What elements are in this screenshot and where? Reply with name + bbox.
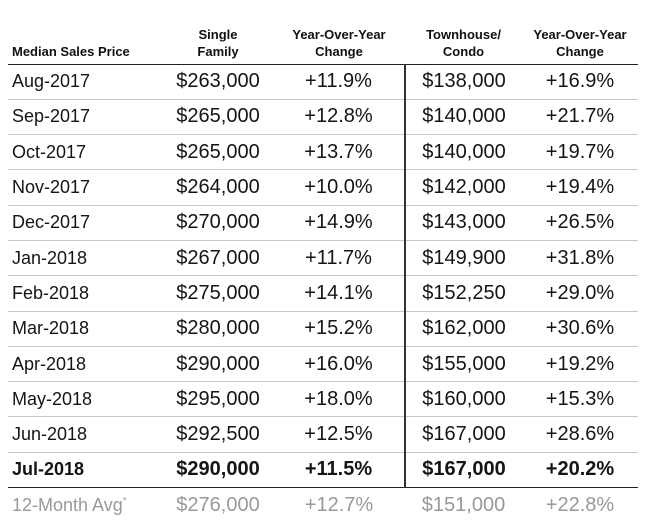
- single-family-change: +16.0%: [273, 346, 405, 381]
- townhouse-price: $140,000: [405, 135, 522, 170]
- townhouse-change: +16.9%: [522, 64, 638, 99]
- month-cell: Oct-2017: [8, 135, 163, 170]
- townhouse-change: +21.7%: [522, 99, 638, 134]
- month-cell: May-2018: [8, 382, 163, 417]
- townhouse-price: $138,000: [405, 64, 522, 99]
- single-family-price: $280,000: [163, 311, 273, 346]
- single-family-price: $263,000: [163, 64, 273, 99]
- single-family-change: +11.5%: [273, 452, 405, 487]
- average-townhouse-change: +22.8%: [545, 493, 615, 516]
- table-body: [8, 64, 638, 522]
- single-family-change: +18.0%: [273, 382, 405, 417]
- single-family-price: $275,000: [163, 276, 273, 311]
- average-row: [8, 488, 638, 523]
- header-single-family-line1: Single: [198, 26, 238, 42]
- month-cell: Dec-2017: [8, 205, 163, 240]
- header-single-family: [163, 18, 273, 64]
- average-label-cell: [8, 488, 163, 523]
- single-family-price: $290,000: [163, 346, 273, 381]
- header-label-text: Median Sales Price: [12, 43, 130, 59]
- table-row: [8, 452, 638, 487]
- header-sf-change-line2: Change: [315, 43, 363, 59]
- single-family-change: +12.8%: [273, 99, 405, 134]
- table-row: [8, 240, 638, 275]
- townhouse-price: $155,000: [405, 346, 522, 381]
- table-row: [8, 205, 638, 240]
- single-family-change: +10.0%: [273, 170, 405, 205]
- table-row: [8, 276, 638, 311]
- townhouse-price: $140,000: [405, 99, 522, 134]
- townhouse-price: $149,900: [405, 240, 522, 275]
- single-family-price: $270,000: [163, 205, 273, 240]
- single-family-price: $267,000: [163, 240, 273, 275]
- townhouse-change: +19.7%: [522, 135, 638, 170]
- header-sf-yoy-change: [273, 18, 405, 64]
- month-cell: Apr-2018: [8, 346, 163, 381]
- average-single-family-change: +12.7%: [304, 493, 374, 516]
- townhouse-change: +30.6%: [522, 311, 638, 346]
- average-label: 12-Month Avg: [12, 494, 123, 515]
- table-row: [8, 417, 638, 452]
- table-row: [8, 346, 638, 381]
- table-row: [8, 382, 638, 417]
- header-sf-change-line1: Year-Over-Year: [292, 26, 386, 42]
- month-cell: Aug-2017: [8, 64, 163, 99]
- header-townhouse-line2: Condo: [442, 43, 485, 59]
- header-th-change-line1: Year-Over-Year: [533, 26, 627, 42]
- month-cell: Jun-2018: [8, 417, 163, 452]
- table-row: [8, 99, 638, 134]
- single-family-change: +14.1%: [273, 276, 405, 311]
- header-median-sales-price: [8, 18, 163, 64]
- townhouse-price: $167,000: [405, 417, 522, 452]
- townhouse-price: $143,000: [405, 205, 522, 240]
- single-family-change: +12.5%: [273, 417, 405, 452]
- month-cell: Feb-2018: [8, 276, 163, 311]
- townhouse-price: $152,250: [405, 276, 522, 311]
- data-table: [8, 18, 638, 522]
- month-cell: Sep-2017: [8, 99, 163, 134]
- average-townhouse-price: $151,000: [421, 493, 506, 516]
- townhouse-price: $162,000: [405, 311, 522, 346]
- month-cell: Jan-2018: [8, 240, 163, 275]
- table-row: [8, 64, 638, 99]
- table-row: [8, 170, 638, 205]
- single-family-change: +11.7%: [273, 240, 405, 275]
- single-family-price: $292,500: [163, 417, 273, 452]
- single-family-change: +14.9%: [273, 205, 405, 240]
- single-family-price: $295,000: [163, 382, 273, 417]
- single-family-price: $265,000: [163, 99, 273, 134]
- median-sales-price-table: [8, 18, 638, 522]
- townhouse-price: $160,000: [405, 382, 522, 417]
- single-family-change: +13.7%: [273, 135, 405, 170]
- townhouse-price: $142,000: [405, 170, 522, 205]
- single-family-change: +11.9%: [273, 64, 405, 99]
- average-footnote-marker: *: [122, 495, 127, 507]
- townhouse-change: +15.3%: [522, 382, 638, 417]
- month-cell: Nov-2017: [8, 170, 163, 205]
- header-townhouse-line1: Townhouse/: [426, 26, 501, 42]
- table-row: [8, 311, 638, 346]
- month-cell: Mar-2018: [8, 311, 163, 346]
- townhouse-change: +19.4%: [522, 170, 638, 205]
- table-row: [8, 135, 638, 170]
- header-row: [8, 18, 638, 64]
- townhouse-change: +19.2%: [522, 346, 638, 381]
- header-th-change-line2: Change: [556, 43, 604, 59]
- townhouse-change: +26.5%: [522, 205, 638, 240]
- townhouse-change: +28.6%: [522, 417, 638, 452]
- single-family-change: +15.2%: [273, 311, 405, 346]
- single-family-price: $264,000: [163, 170, 273, 205]
- townhouse-change: +20.2%: [522, 452, 638, 487]
- townhouse-change: +29.0%: [522, 276, 638, 311]
- townhouse-change: +31.8%: [522, 240, 638, 275]
- townhouse-price: $167,000: [405, 452, 522, 487]
- month-cell: Jul-2018: [8, 452, 163, 487]
- single-family-price: $290,000: [163, 452, 273, 487]
- header-townhouse-condo: [405, 18, 522, 64]
- average-single-family-price: $276,000: [176, 493, 260, 516]
- header-single-family-line2: Family: [197, 43, 239, 59]
- single-family-price: $265,000: [163, 135, 273, 170]
- header-th-yoy-change: [522, 18, 638, 64]
